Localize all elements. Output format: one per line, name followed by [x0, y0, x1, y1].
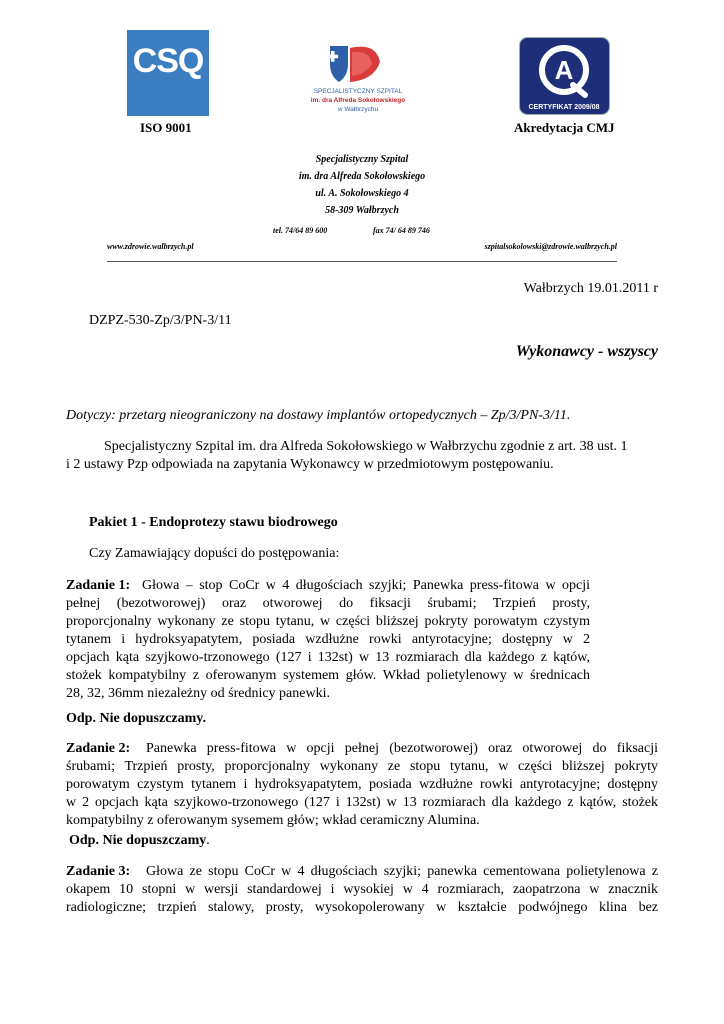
- package-title: Pakiet 1 - Endoprotezy stawu biodrowego: [89, 515, 338, 530]
- task1-line-6: stożek kompatybilny z oferowanym systemem głów. Wkład polietylenowy w średnicach: [66, 668, 590, 683]
- cmj-logo: [519, 37, 610, 115]
- iso-caption: ISO 9001: [140, 120, 192, 135]
- header-email-link[interactable]: szpitalsokolowski@zdrowie.walbrzych.pl: [484, 242, 617, 251]
- header-website-link[interactable]: www.zdrowie.walbrzych.pl: [107, 242, 194, 251]
- letter-intro-line-2: i 2 ustawy Pzp odpowiada na zapytania Wykonawcy w przedmiotowym postępowaniu.: [66, 457, 554, 472]
- hospital-logo: [288, 40, 428, 118]
- task1-line-5: opcjach kąta szyjkowo-trzonowego (127 i 132st) w 13 rozmiarach dla każdego z kątów,: [66, 650, 590, 665]
- cmj-logo-letter: A: [554, 55, 574, 85]
- letter-intro-line-1: Specjalistyczny Szpital im. dra Alfreda Sokołowskiego w Wałbrzychu zgodnie z art. 38 ust. 1: [104, 439, 628, 454]
- hospital-logo-line-1: SPECJALISTYCZNY SZPITAL: [313, 88, 403, 95]
- task1-line-1: Głowa – stop CoCr w 4 długościach szyjki; Panewka press-fitowa w opcji: [142, 578, 590, 593]
- task1-line-3: proporcjonalny wykonany ze stopu tytanu, w części bliższej pokryty porowatym czystym: [66, 614, 590, 629]
- task2-line-2: śrubami; Trzpień prosty, proporcjonalny wykonany ze stopu tytanu, w części bliższej pokryty: [66, 759, 658, 774]
- letter-reference: DZPZ-530-Zp/3/PN-3/11: [89, 313, 232, 328]
- csq-logo-text: CSQ: [132, 42, 204, 80]
- header-line-1: Specjalistyczny Szpital: [315, 154, 409, 165]
- header-line-3: ul. A. Sokołowskiego 4: [315, 188, 409, 199]
- task2-line-3: porowatym czystym tytanem i hydroksyapatytem, posiada wzdłużne rowki antyrotacyjne; dostępny: [66, 777, 658, 792]
- question-text: Czy Zamawiający dopuści do postępowania:: [89, 546, 340, 561]
- header-phone: tel. 74/64 89 600: [273, 226, 328, 235]
- task2-line-5: kompatybilny z oferowanym sysemem głów; wkład ceramiczny Alumina.: [66, 813, 480, 828]
- task3-block: [66, 863, 658, 917]
- task2-label: Zadanie 2:: [66, 741, 131, 756]
- hospital-logo-line-2: im. dra Alfreda Sokołowskiego: [310, 97, 406, 104]
- header-divider: [107, 261, 617, 262]
- hospital-logo-line-3: w Wałbrzychu: [337, 106, 379, 113]
- csq-logo: [127, 30, 209, 116]
- task3-line-1: Głowa ze stopu CoCr w 4 długościach szyjki; panewka cementowana polietylenowa z: [146, 864, 658, 879]
- task1-line-7: 28, 32, 36mm niezależny od średnicy panewki.: [66, 686, 330, 701]
- cmj-certificate-icon: [519, 37, 610, 115]
- answer-2-text: Odp. Nie dopuszczamy: [69, 833, 207, 848]
- header-line-2: im. dra Alfreda Sokołowskiego: [298, 171, 426, 182]
- task1-label: Zadanie 1:: [66, 578, 131, 593]
- header-line-4: 58-309 Wałbrzych: [325, 205, 399, 216]
- cmj-logo-caption: CERTYFIKAT 2009/08: [528, 104, 600, 111]
- answer-2-dot: .: [206, 833, 210, 848]
- task2-line-4: w 2 opcjach kąta szyjkowo-trzonowego (127 i 132st) w 13 rozmiarach dla każdego z kątów, stożek: [66, 795, 658, 810]
- task1-line-2: pełnej (bezotworowej) oraz otworowej do fiksacji śrubami; Trzpień prosty,: [66, 596, 590, 611]
- cmj-caption: Akredytacja CMJ: [514, 120, 615, 135]
- task3-label: Zadanie 3:: [66, 864, 131, 879]
- task1-block: [66, 577, 590, 703]
- letter-subject: Dotyczy: przetarg nieograniczony na dostawy implantów ortopedycznych – Zp/3/PN-3/11.: [66, 408, 571, 423]
- header-fax: fax 74/ 64 89 746: [373, 226, 430, 235]
- answer-1: Odp. Nie dopuszczamy.: [66, 711, 207, 726]
- letter-recipients: Wykonawcy - wszyscy: [515, 343, 658, 360]
- letter-date: Wałbrzych 19.01.2011 r: [523, 281, 658, 296]
- task1-line-4: tytanem i hydroksyapatytem, posiada wzdłużne rowki antyrotacyjne; dostępny w 2: [66, 632, 590, 647]
- task2-line-1: Panewka press-fitowa w opcji pełnej (bezotworowej) oraz otworowej do fiksacji: [146, 741, 658, 756]
- answer-2: [69, 832, 210, 850]
- hospital-emblem-icon: [288, 40, 428, 88]
- task2-block: [66, 740, 658, 830]
- task3-line-2: okapem 10 stopni w wersji standardowej i wysokiej w 4 rozmiarach, zaopatrzona w znacznik: [66, 882, 658, 897]
- task3-line-3: radiologiczne; trzpień stalowy, prosty, wysokopolerowany w kształcie podwójnego klina bez: [66, 900, 658, 915]
